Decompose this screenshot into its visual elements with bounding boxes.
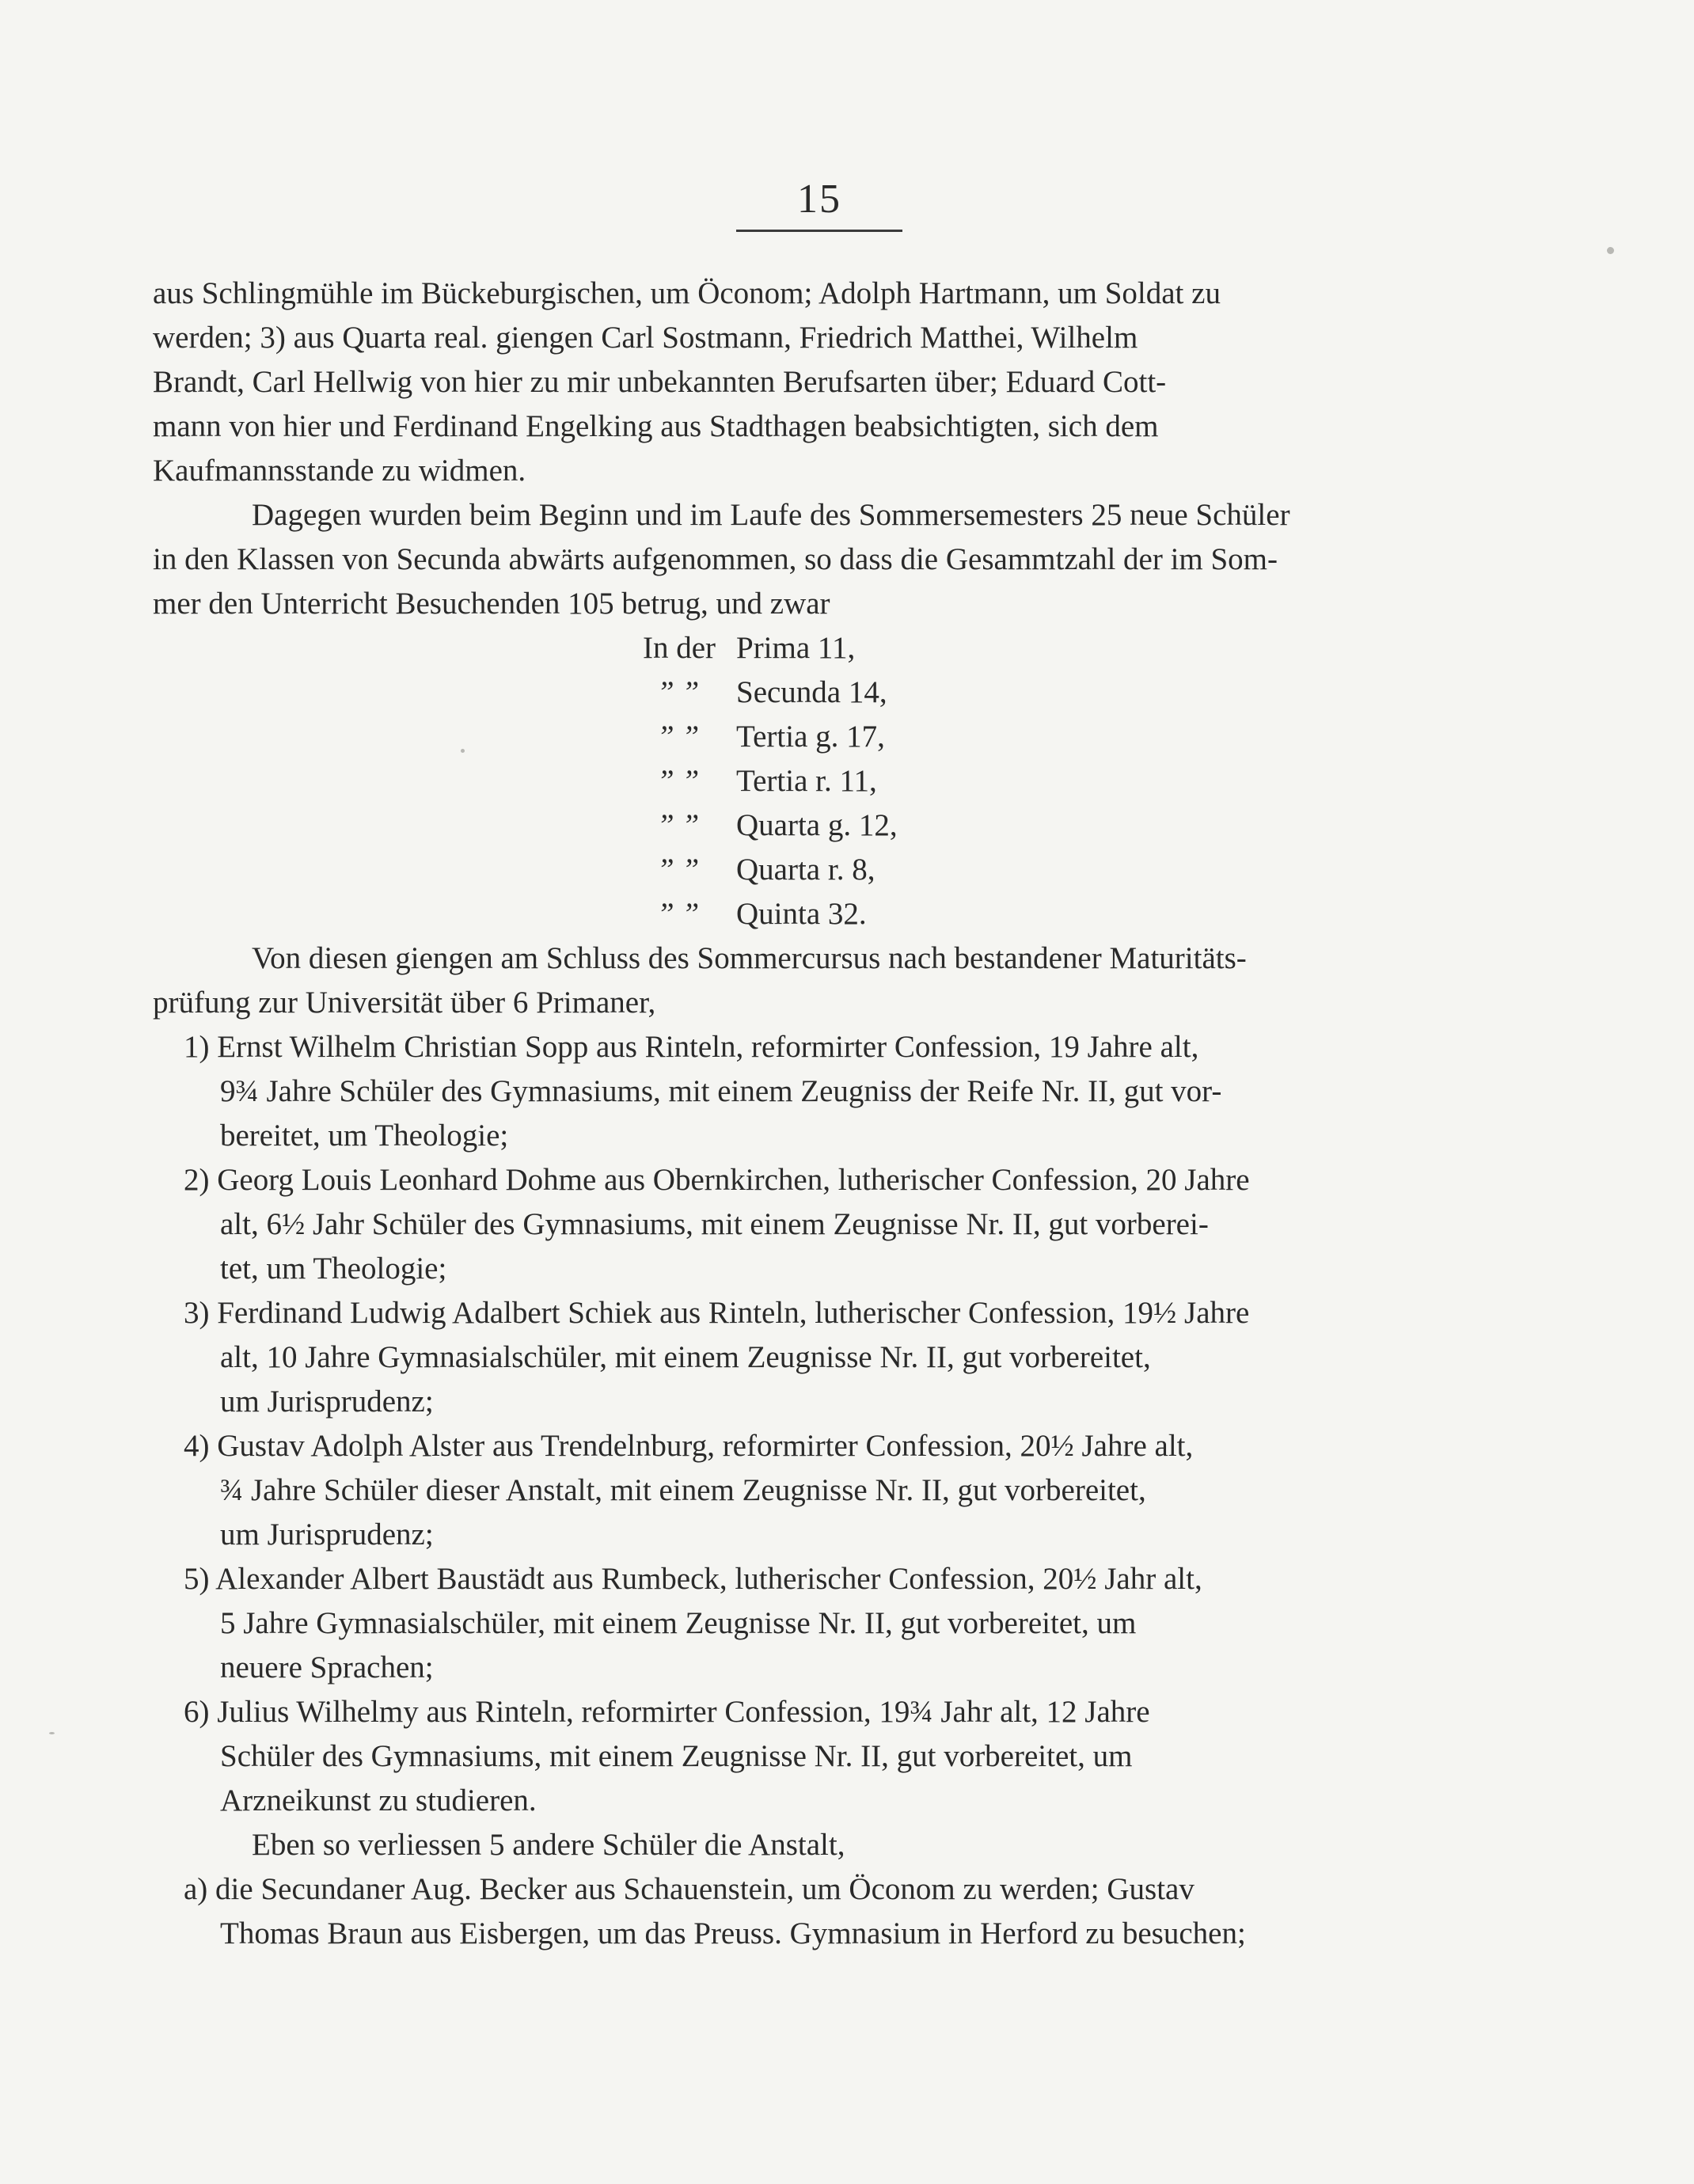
class-list-item: ” ” Quinta 32. xyxy=(657,897,867,931)
entry-line: 1) Ernst Wilhelm Christian Sopp aus Rinteln, reformirter Confession, 19 Jahre alt, xyxy=(184,1030,1199,1064)
text-line: Von diesen giengen am Schluss des Sommercursus nach bestandener Maturitäts- xyxy=(252,941,1247,975)
entry-line: neuere Sprachen; xyxy=(220,1650,434,1685)
entry-line: Thomas Braun aus Eisbergen, um das Preuss. Gymnasium in Herford zu besuchen; xyxy=(220,1916,1246,1950)
entry-line: alt, 6½ Jahr Schüler des Gymnasiums, mit einem Zeugnisse Nr. II, gut vorberei- xyxy=(220,1207,1209,1241)
entry-line: 6) Julius Wilhelmy aus Rinteln, reformirter Confession, 19¾ Jahr alt, 12 Jahre xyxy=(184,1695,1150,1729)
class-list-item: ” ” Secunda 14, xyxy=(657,675,887,709)
text-line: Dagegen wurden beim Beginn und im Laufe des Sommersemesters 25 neue Schüler xyxy=(252,498,1290,532)
entry-line: tet, um Theologie; xyxy=(220,1252,447,1286)
page-number: 15 xyxy=(797,177,841,222)
entry-line: Schüler des Gymnasiums, mit einem Zeugnisse Nr. II, gut vorbereitet, um xyxy=(220,1739,1133,1773)
entry-line: 5) Alexander Albert Baustädt aus Rumbeck, lutherischer Confession, 20½ Jahr alt, xyxy=(184,1562,1202,1596)
header-rule xyxy=(736,230,902,232)
class-list-item: ” ” Quarta r. 8, xyxy=(657,853,875,887)
entry-line: ¾ Jahre Schüler dieser Anstalt, mit einem Zeugnisse Nr. II, gut vorbereitet, xyxy=(220,1473,1146,1507)
entry-line: 9¾ Jahre Schüler des Gymnasiums, mit einem Zeugniss der Reife Nr. II, gut vor- xyxy=(220,1074,1222,1108)
text-line: Brandt, Carl Hellwig von hier zu mir unbekannten Berufsarten über; Eduard Cott- xyxy=(153,365,1167,399)
text-line: werden; 3) aus Quarta real. giengen Carl Sostmann, Friedrich Matthei, Wilhelm xyxy=(153,321,1138,355)
text-line: in den Klassen von Secunda abwärts aufgenommen, so dass die Gesammtzahl der im Som- xyxy=(153,542,1278,576)
paper-speck xyxy=(49,1732,55,1734)
entry-line: 2) Georg Louis Leonhard Dohme aus Obernkirchen, lutherischer Confession, 20 Jahre xyxy=(184,1163,1250,1197)
entry-line: 5 Jahre Gymnasialschüler, mit einem Zeugnisse Nr. II, gut vorbereitet, um xyxy=(220,1606,1137,1640)
text-line: Kaufmannsstande zu widmen. xyxy=(153,454,526,488)
entry-line: 3) Ferdinand Ludwig Adalbert Schiek aus Rinteln, lutherischer Confession, 19½ Jahre xyxy=(184,1296,1250,1330)
paper-speck xyxy=(461,749,465,753)
text-line: mann von hier und Ferdinand Engelking aus Stadthagen beabsichtigten, sich dem xyxy=(153,409,1159,443)
entry-line: um Jurisprudenz; xyxy=(220,1384,434,1419)
class-list-item: In der Prima 11, xyxy=(643,631,856,665)
class-list-item: ” ” Tertia r. 11, xyxy=(657,764,877,798)
entry-line: um Jurisprudenz; xyxy=(220,1517,434,1552)
entry-line: alt, 10 Jahre Gymnasialschüler, mit einem Zeugnisse Nr. II, gut vorbereitet, xyxy=(220,1340,1151,1374)
text-line: Eben so verliessen 5 andere Schüler die Anstalt, xyxy=(252,1828,845,1862)
text-line: aus Schlingmühle im Bückeburgischen, um Öconom; Adolph Hartmann, um Soldat zu xyxy=(153,276,1221,310)
entry-line: 4) Gustav Adolph Alster aus Trendelnburg, reformirter Confession, 20½ Jahre alt, xyxy=(184,1429,1194,1463)
entry-line: a) die Secundaner Aug. Becker aus Schauenstein, um Öconom zu werden; Gustav xyxy=(184,1872,1195,1906)
class-list-item: ” ” Tertia g. 17, xyxy=(657,720,885,754)
class-list-item: ” ” Quarta g. 12, xyxy=(657,808,898,842)
text-line: prüfung zur Universität über 6 Primaner, xyxy=(153,986,656,1020)
text-line: mer den Unterricht Besuchenden 105 betrug, und zwar xyxy=(153,587,830,621)
entry-line: bereitet, um Theologie; xyxy=(220,1119,509,1153)
paper-speck xyxy=(1607,247,1614,254)
entry-line: Arzneikunst zu studieren. xyxy=(220,1783,537,1817)
